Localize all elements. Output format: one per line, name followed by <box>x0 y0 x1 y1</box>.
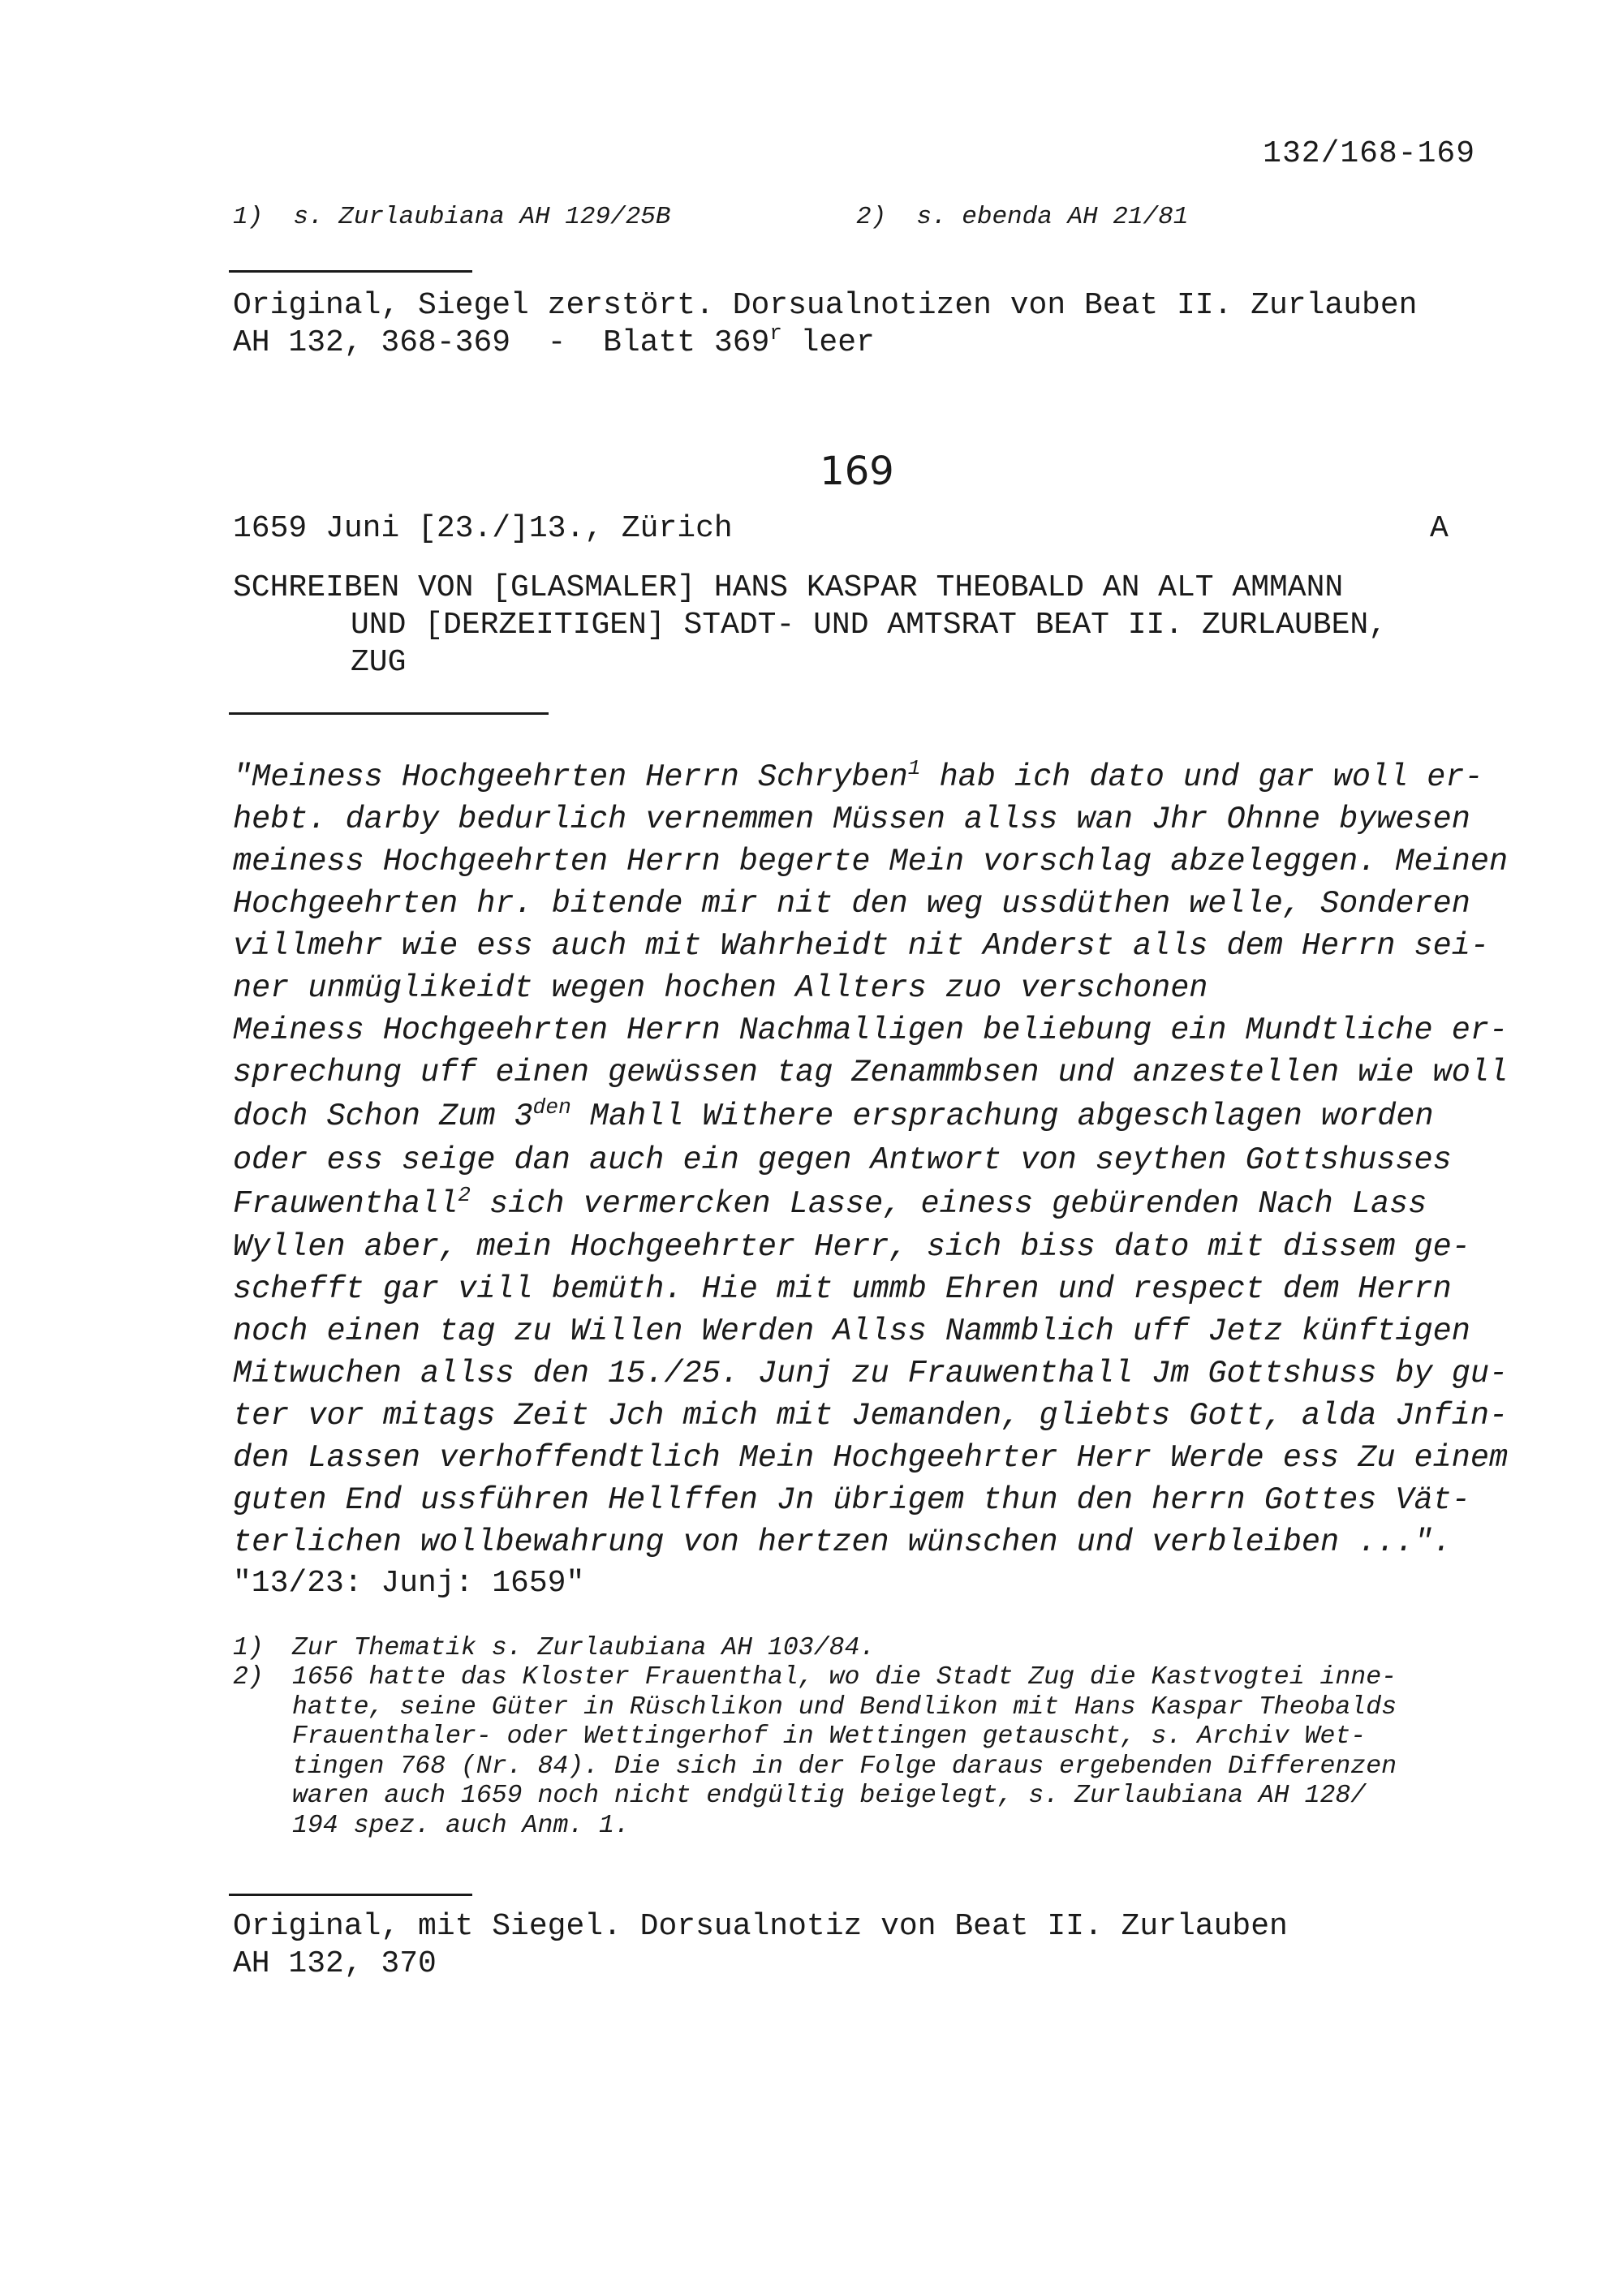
letter-date-line: "13/23: Junj: 1659" <box>233 1566 585 1601</box>
footnote-number: 2) <box>233 1663 264 1692</box>
document-type-marker: A <box>1430 511 1449 546</box>
quote-line: ner unmüglikeidt wegen hochen Allters zuo verschonen <box>233 970 1208 1006</box>
prev-footnote-2 <box>856 203 1188 231</box>
quote-text: Mahll Withere ersprachung abgeschlagen worden <box>570 1099 1434 1134</box>
separator-rule <box>229 270 472 273</box>
footnote-2-line: waren auch 1659 noch nicht endgültig beigelegt, s. Zurlaubiana AH 128/ <box>292 1782 1367 1810</box>
prev-provenance-line-2 <box>233 320 875 363</box>
footnote-text: s. Zurlaubiana AH 129/25B <box>293 203 671 231</box>
quote-line: schefft gar vill bemüth. Hie mit ummb Ehren und respect dem Herrn <box>233 1271 1452 1307</box>
footnote-2-line: 194 spez. auch Anm. 1. <box>292 1812 630 1840</box>
provenance-line-2: AH 132, 370 <box>233 1946 437 1981</box>
quote-line: villmehr wie ess auch mit Wahrheidt nit Anderst alls dem Herrn sei- <box>233 928 1489 964</box>
prev-provenance-line-1: Original, Siegel zerstört. Dorsualnotizen von Beat II. Zurlauben <box>233 288 1418 323</box>
archive-reference: 132/168-169 <box>1263 136 1475 171</box>
quote-line: noch einen tag zu Willen Werden Allss Nammblich uff Jetz künftigen <box>233 1314 1470 1349</box>
ordinal-superscript: den <box>532 1094 571 1120</box>
footnote-2-line: Frauenthaler- oder Wettingerhof in Wettingen getauscht, s. Archiv Wet- <box>292 1722 1367 1751</box>
footnote-2-line: 1656 hatte das Kloster Frauenthal, wo die Stadt Zug die Kastvogtei inne- <box>292 1663 1397 1692</box>
date-place: 1659 Juni [23./]13., Zürich <box>233 511 733 546</box>
quote-line: Meiness Hochgeehrten Herrn Nachmalligen beliebung ein Mundtliche er- <box>233 1013 1509 1048</box>
quote-text: sich vermercken Lasse, einess gebürenden Nach Lass <box>470 1186 1427 1222</box>
footnote-number: 1) <box>233 1634 264 1662</box>
quote-line <box>233 1183 1427 1228</box>
footnote-number: 2) <box>856 203 887 231</box>
footnote-2-line: hatte, seine Güter in Rüschlikon und Bendlikon mit Hans Kaspar Theobalds <box>292 1693 1397 1722</box>
recto-superscript: r <box>769 320 782 346</box>
quote-line: meiness Hochgeehrten Herrn begerte Mein vorschlag abzeleggen. Meinen <box>233 844 1509 879</box>
quote-line: sprechung uff einen gewüssen tag Zenammbsen und anzestellen wie woll <box>233 1055 1509 1090</box>
document-number <box>0 449 1623 494</box>
separator-rule <box>229 712 549 715</box>
quote-text: hab ich dato und gar woll er- <box>920 759 1483 795</box>
provenance-text: AH 132, 368-369 - Blatt 369 <box>233 325 770 360</box>
prev-footnote-1 <box>233 203 671 231</box>
footnote-ref-2: 2 <box>458 1182 471 1207</box>
footnote-ref-1: 1 <box>907 755 921 780</box>
quote-line <box>233 756 1483 801</box>
title-line-1: SCHREIBEN VON [GLASMALER] HANS KASPAR THEOBALD AN ALT AMMANN <box>233 570 1344 605</box>
separator-rule <box>229 1894 472 1896</box>
document-number-text: 169 <box>820 449 894 494</box>
quote-text: "Meiness Hochgeehrten Herrn Schryben <box>233 759 908 795</box>
footnote-1-line: Zur Thematik s. Zurlaubiana AH 103/84. <box>292 1634 876 1662</box>
title-line-2: UND [DERZEITIGEN] STADT- UND AMTSRAT BEAT II. ZURLAUBEN, <box>351 608 1388 643</box>
quote-text: doch Schon Zum 3 <box>233 1099 533 1134</box>
quote-text: Frauwenthall <box>233 1186 458 1222</box>
footnote-text: s. ebenda AH 21/81 <box>916 203 1189 231</box>
title-line-3: ZUG <box>351 645 407 680</box>
quote-line: Hochgeehrten hr. bitende mir nit den weg ussdüthen welle, Sonderen <box>233 886 1470 922</box>
quote-line: oder ess seige dan auch ein gegen Antwort von seythen Gottshusses <box>233 1142 1452 1178</box>
quote-line: ter vor mitags Zeit Jch mich mit Jemanden, gliebts Gott, alda Jnfin- <box>233 1398 1509 1434</box>
quote-line <box>233 1095 1434 1140</box>
quote-line: Mitwuchen allss den 15./25. Junj zu Frauwenthall Jm Gottshuss by gu- <box>233 1356 1509 1391</box>
quote-line: hebt. darby bedurlich vernemmen Müssen allss wan Jhr Ohnne bywesen <box>233 802 1470 837</box>
footnote-2-line: tingen 768 (Nr. 84). Die sich in der Folge daraus ergebenden Differenzen <box>292 1752 1397 1781</box>
provenance-line-1: Original, mit Siegel. Dorsualnotiz von Beat II. Zurlauben <box>233 1909 1288 1944</box>
quote-line: guten End ussführen Hellffen Jn übrigem thun den herrn Gottes Vät- <box>233 1482 1470 1518</box>
quote-line: den Lassen verhoffendtlich Mein Hochgeehrter Herr Werde ess Zu einem <box>233 1440 1509 1476</box>
quote-line: terlichen wollbewahrung von hertzen wünschen und verbleiben ...". <box>233 1524 1452 1560</box>
provenance-text: leer <box>781 325 875 360</box>
footnote-number: 1) <box>233 203 264 231</box>
quote-line: Wyllen aber, mein Hochgeehrter Herr, sich biss dato mit dissem ge- <box>233 1229 1470 1265</box>
